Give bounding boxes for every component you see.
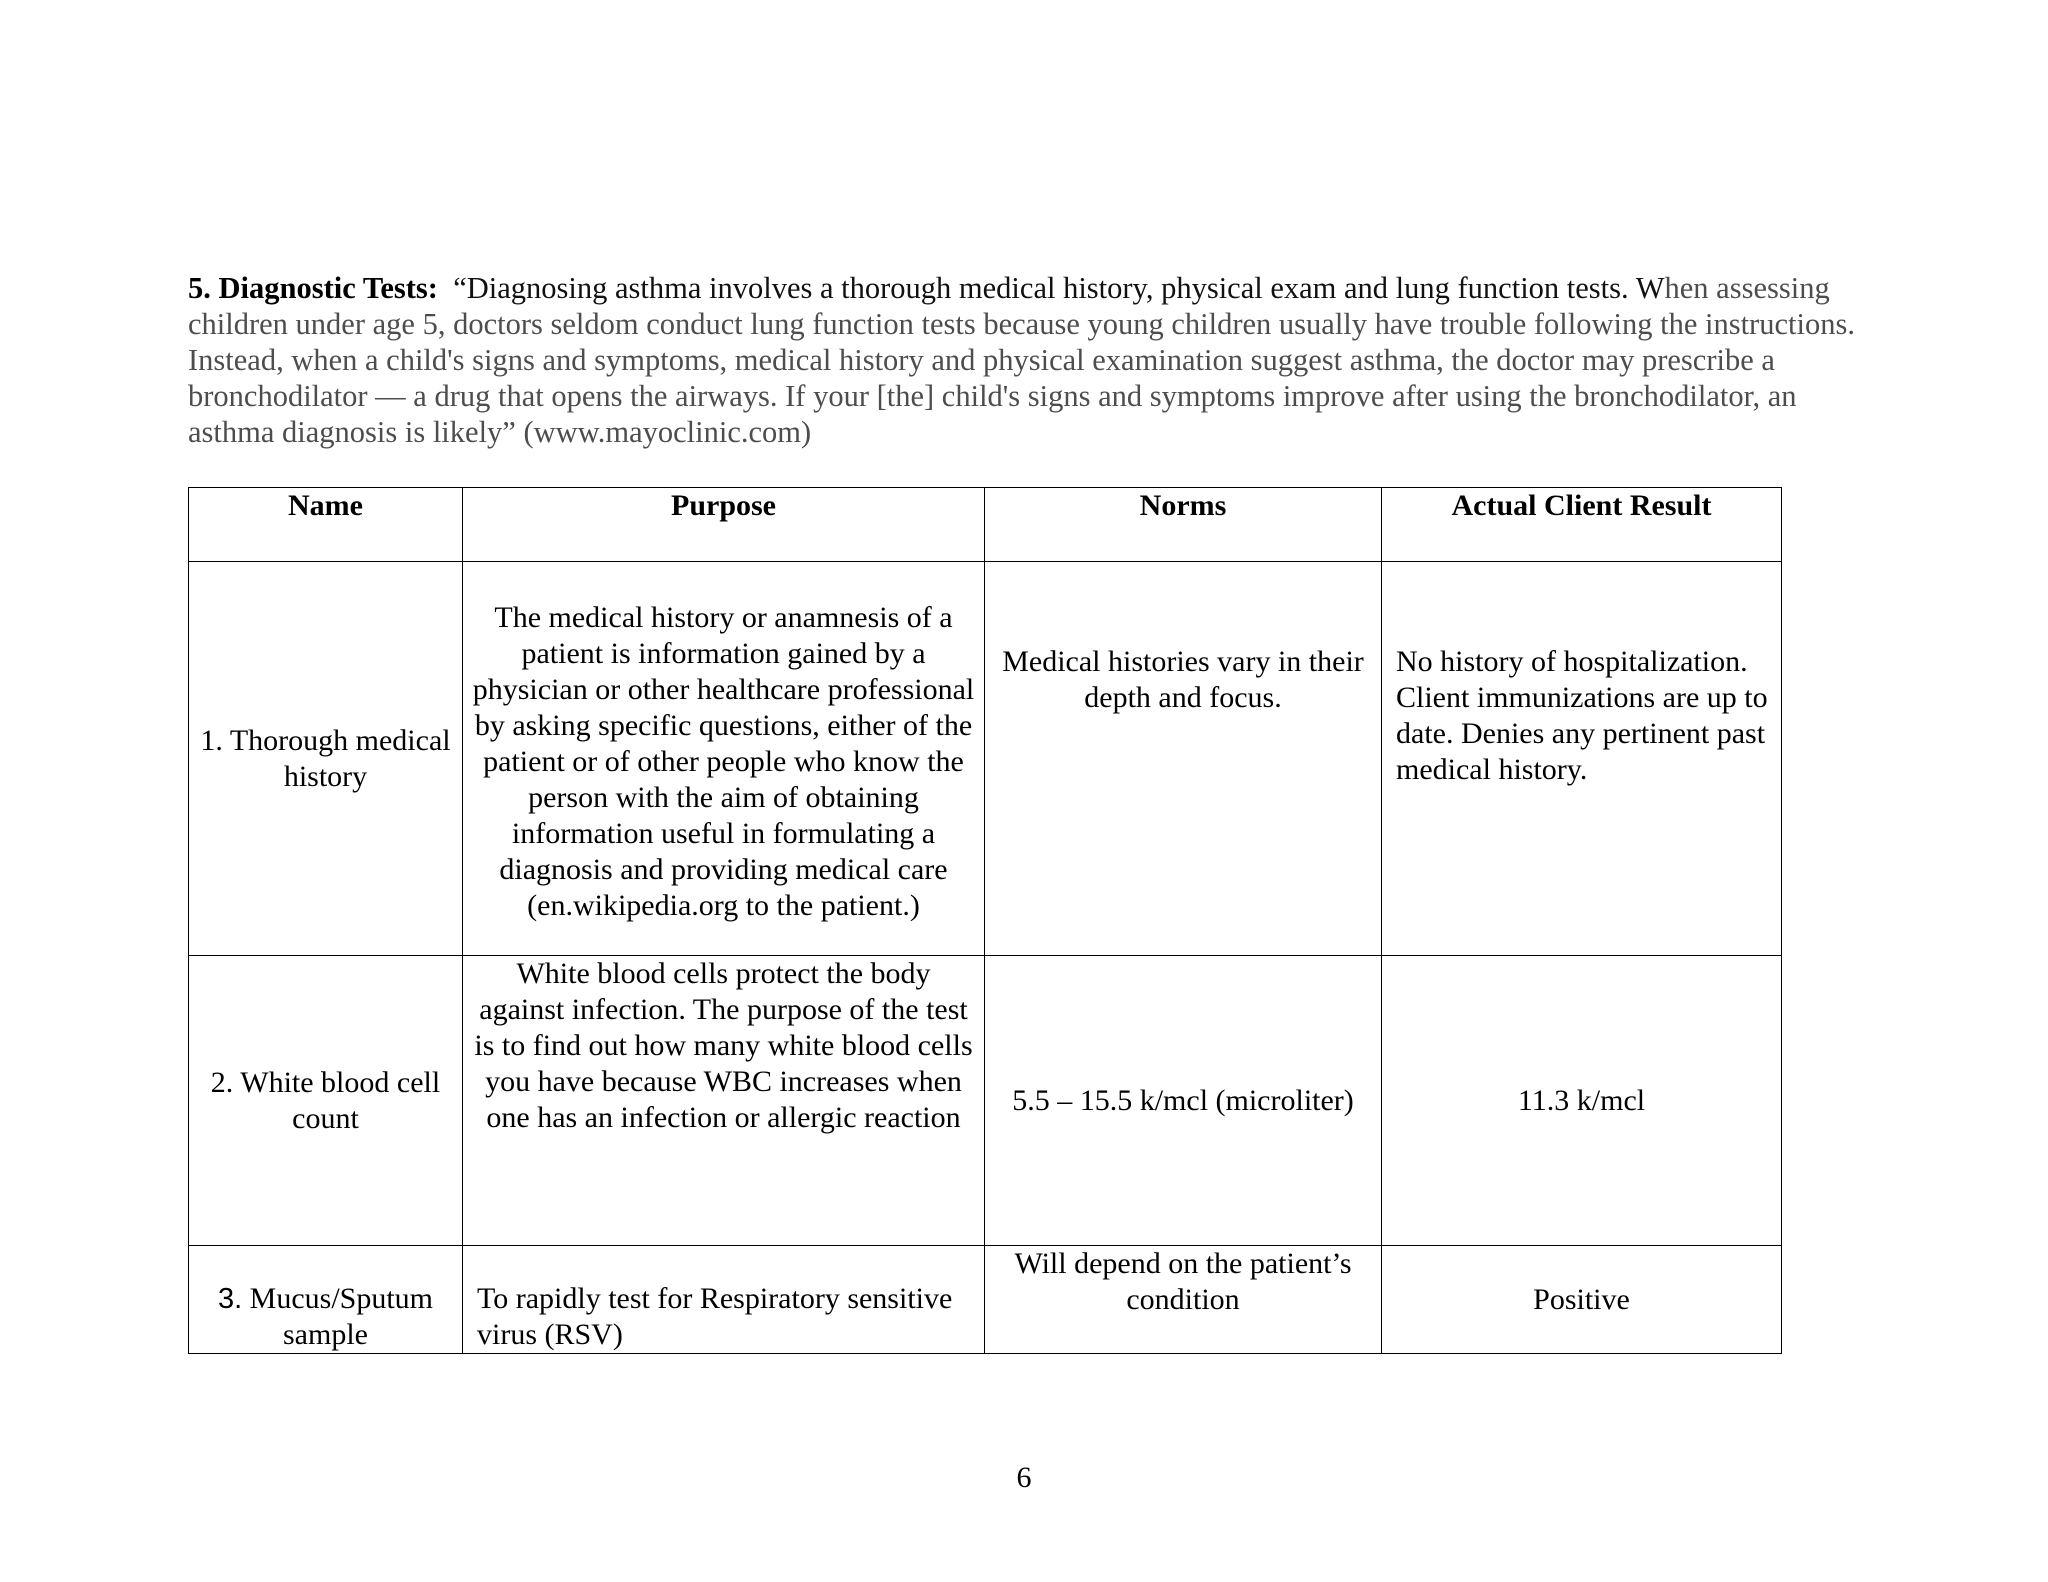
row1-result: No history of hospitalization. Client immunizations are up to date. Denies any pertinent past medical history. [1382,562,1782,956]
row3-number: 3. [217,1283,243,1315]
intro-paragraph [188,270,1888,450]
section-heading: 5. Diagnostic Tests: [188,271,438,305]
row3-purpose: To rapidly test for Respiratory sensitive virus (RSV) [463,1246,985,1354]
quote-source: (www.mayoclinic.com) [515,415,812,449]
row3-result: Positive [1382,1246,1782,1354]
table-row [189,1246,1782,1354]
table-row [189,956,1782,1246]
row3-norms: Will depend on the patient’s condition [985,1246,1382,1354]
row1-norms: Medical histories vary in their depth and focus. [985,562,1382,956]
table-row [189,562,1782,956]
quote-start: “Diagnosing asthma involves a thorough medical history, physical exam and lung function tests. W [453,271,1665,305]
row1-purpose: The medical history or anamnesis of a patient is information gained by a physician or other healthcare professional by asking specific questions, either of the patient or of other people who know the person with the aim of obtaining information useful in formulating a diagnosis and providing medical care (en.wikipedia.org to the patient.) [463,562,985,956]
row2-purpose: White blood cells protect the body against infection. The purpose of the test is to find out how many white blood cells you have because WBC increases when one has an infection or allergic reaction [463,956,985,1246]
row2-name: 2. White blood cell count [189,956,463,1246]
row3-name [189,1246,463,1354]
row2-norms: 5.5 – 15.5 k/mcl (microliter) [985,956,1382,1246]
header-norms: Norms [985,488,1382,562]
row2-result: 11.3 k/mcl [1382,956,1782,1246]
quote-rest: hen assessing children under age 5, doctors seldom conduct lung function tests because young children usually have trouble following the instructions. Instead, when a child's signs and symptoms, medical history and physical examination suggest asthma, the doctor may prescribe a bronchodilator — a drug that opens the airways. If your [the] child's signs and symptoms improve after using the bronchodilator, an asthma diagnosis is likely” [188,271,1855,449]
diagnostic-tests-table [188,487,1782,1354]
row1-name: 1. Thorough medical history [189,562,463,956]
table-header-row [189,488,1782,562]
page-number: 6 [1016,1461,1032,1494]
header-result: Actual Client Result [1382,488,1782,562]
header-purpose: Purpose [463,488,985,562]
header-name: Name [189,488,463,562]
row3-name-text: Mucus/Sputum sample [242,1282,434,1351]
